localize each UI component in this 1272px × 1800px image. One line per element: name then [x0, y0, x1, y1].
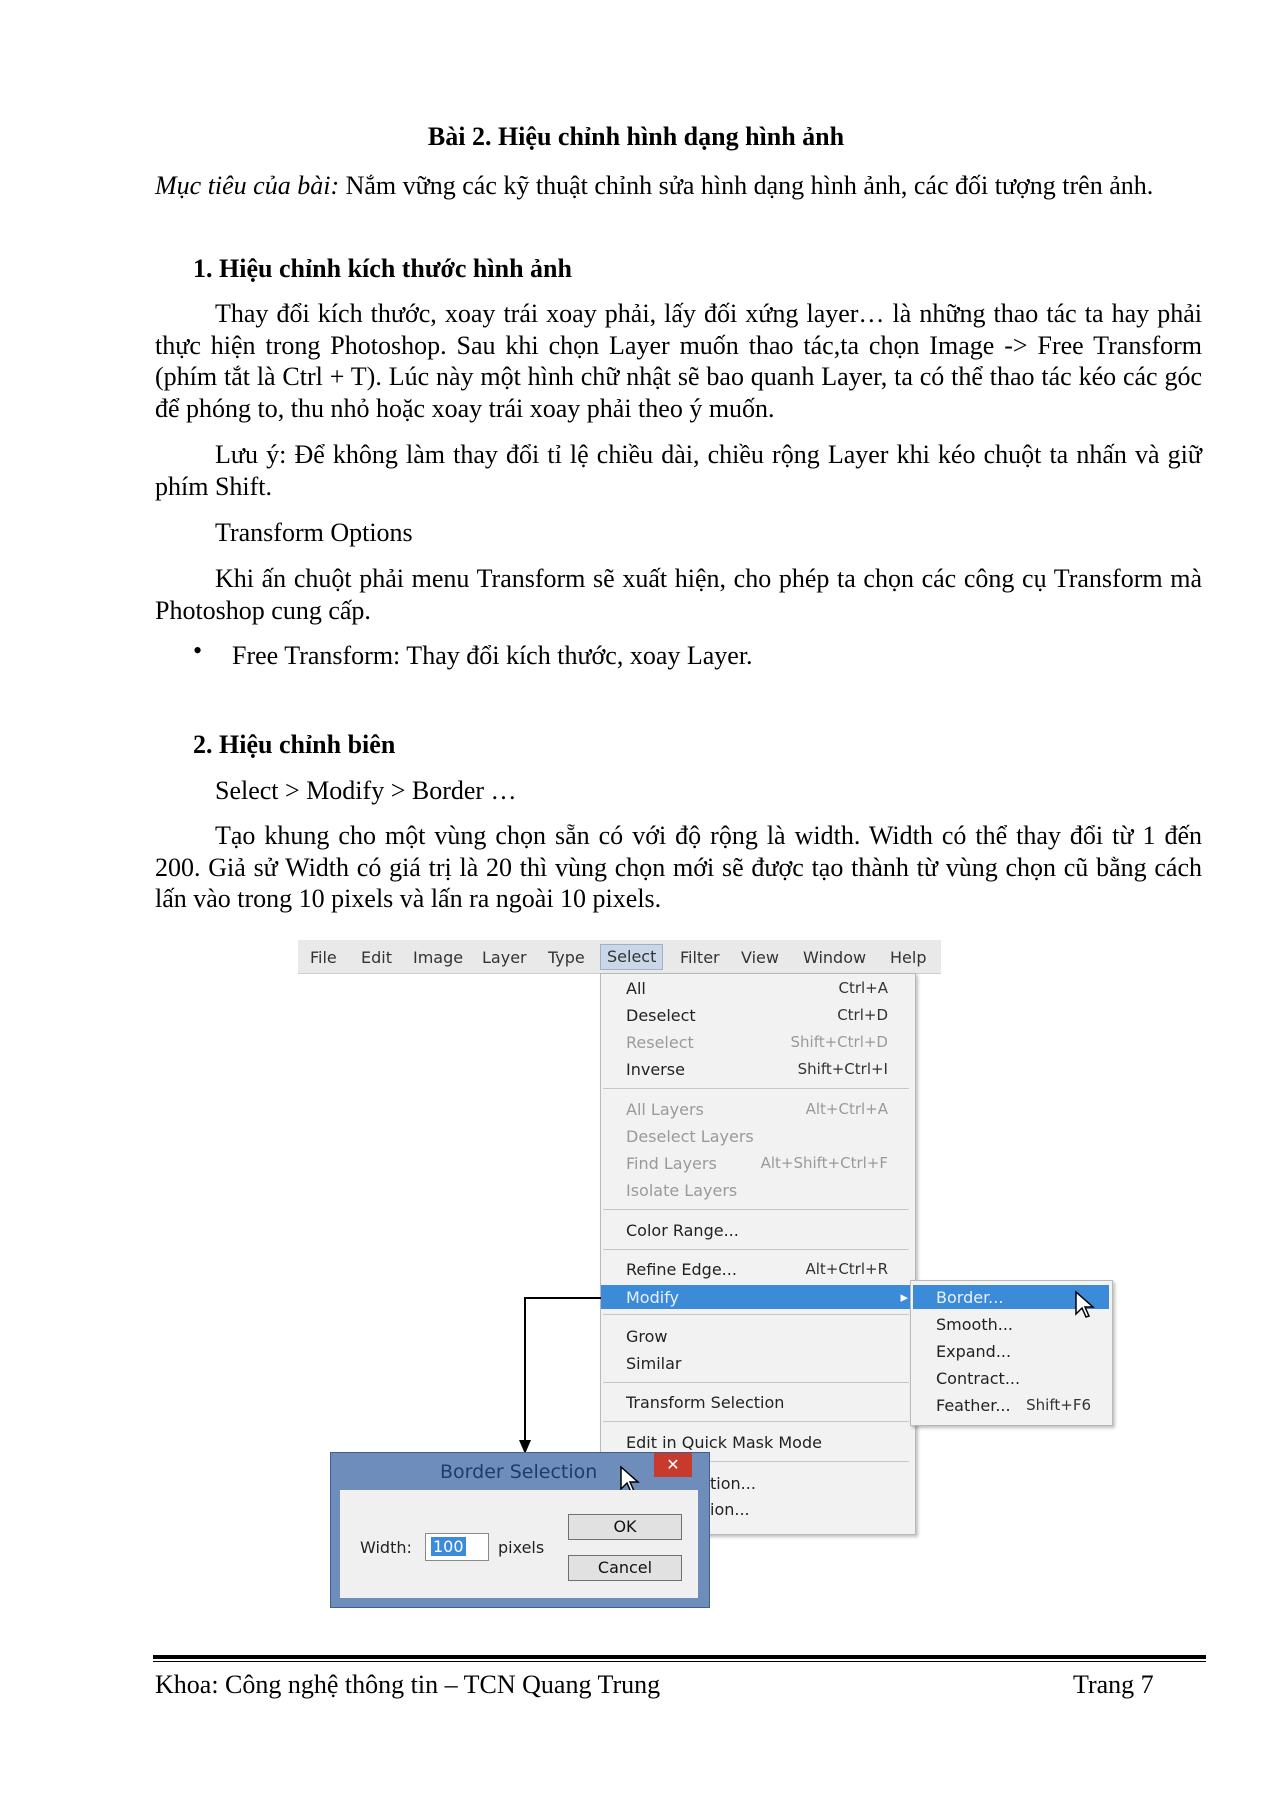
menu-select[interactable]: Select [600, 944, 663, 970]
footer-rule-thin [153, 1661, 1206, 1662]
lesson-title: Bài 2. Hiệu chỉnh hình dạng hình ảnh [427, 122, 845, 151]
menu-separator [603, 1249, 909, 1250]
menu-separator [603, 1209, 909, 1210]
section1-bullet: Free Transform: Thay đổi kích thước, xoay Layer. [232, 641, 753, 670]
submenu-item-contract[interactable]: Contract... [936, 1369, 1021, 1388]
menu-file[interactable]: File [310, 948, 337, 967]
submenu-arrow-icon: ▸ [900, 1288, 908, 1306]
menu-item-color-range[interactable]: Color Range... [626, 1221, 739, 1240]
submenu-item-smooth[interactable]: Smooth... [936, 1315, 1013, 1334]
ok-button[interactable]: OK [568, 1514, 682, 1540]
objective-paragraph [155, 170, 1202, 202]
objective-label: Mục tiêu của bài: [155, 171, 340, 200]
menu-item-modify[interactable]: Modify ▸ [626, 1288, 908, 1307]
menu-item-reselect[interactable]: Reselect Shift+Ctrl+D [626, 1033, 888, 1052]
dialog-title: Border Selection [440, 1461, 598, 1483]
objective-text: Nắm vững các kỹ thuật chỉnh sửa hình dạng hình ảnh, các đối tượng trên ảnh. [339, 171, 1154, 200]
menu-item-all-layers[interactable]: All Layers Alt+Ctrl+A [626, 1100, 888, 1119]
menu-item-partial-2[interactable]: ion... [710, 1500, 750, 1519]
submenu-item-border[interactable]: Border... [936, 1288, 1004, 1307]
menu-type[interactable]: Type [548, 948, 585, 967]
bullet-dot: • [193, 636, 203, 665]
menu-help[interactable]: Help [890, 948, 927, 967]
menu-separator [603, 1382, 909, 1383]
footer-page-number: Trang 7 [1073, 1670, 1154, 1699]
connector-arrow [515, 1290, 605, 1460]
menu-separator [603, 1088, 909, 1089]
unit-label: pixels [498, 1538, 545, 1557]
submenu-item-feather[interactable]: Feather... Shift+F6 [936, 1396, 1091, 1415]
menu-window[interactable]: Window [803, 948, 867, 967]
menu-item-find-layers[interactable]: Find Layers Alt+Shift+Ctrl+F [626, 1154, 888, 1173]
section1-paragraph-3: Transform Options [215, 518, 413, 547]
cancel-button[interactable]: Cancel [568, 1555, 682, 1581]
menu-item-deselect[interactable]: Deselect Ctrl+D [626, 1006, 888, 1025]
footer-left: Khoa: Công nghệ thông tin – TCN Quang Trung [155, 1670, 661, 1699]
menu-item-refine-edge[interactable]: Refine Edge... Alt+Ctrl+R [626, 1260, 888, 1279]
menu-item-deselect-layers[interactable]: Deselect Layers [626, 1127, 754, 1146]
menu-view[interactable]: View [741, 948, 779, 967]
menu-layer[interactable]: Layer [482, 948, 527, 967]
close-icon[interactable]: ✕ [654, 1453, 692, 1477]
section2-paragraph: Tạo khung cho một vùng chọn sẵn có với độ rộng là width. Width có thể thay đổi từ 1 đến 200. Giả sử Width có giá trị là 20 thì vùng chọn mới sẽ được tạo thành từ vùng chọn cũ bằng cách lấn vào trong 10 pixels và lấn ra ngoài 10 pixels. [155, 821, 1202, 913]
menu-separator [603, 1314, 909, 1315]
submenu-item-expand[interactable]: Expand... [936, 1342, 1012, 1361]
width-value: 100 [433, 1537, 464, 1556]
menu-separator [603, 1421, 909, 1422]
menu-filter[interactable]: Filter [680, 948, 720, 967]
section1-paragraph-2: Lưu ý: Để không làm thay đổi tỉ lệ chiều dài, chiều rộng Layer khi kéo chuột ta nhấn và giữ phím Shift. [155, 440, 1202, 501]
section2-path: Select > Modify > Border … [215, 776, 517, 805]
section1-paragraph-1: Thay đổi kích thước, xoay trái xoay phải, lấy đối xứng layer… là những thao tác ta hay phải thực hiện trong Photoshop. Sau khi chọn Layer muốn thao tác,ta chọn Image -> Free Transform (phím tắt là Ctrl + T). Lúc này một hình chữ nhật sẽ bao quanh Layer, ta có thể thao tác kéo các góc để phóng to, thu nhỏ hoặc xoay trái xoay phải theo ý muốn. [155, 299, 1202, 423]
width-label: Width: [360, 1538, 412, 1557]
menu-item-all[interactable]: All Ctrl+A [626, 979, 888, 998]
menu-item-grow[interactable]: Grow [626, 1327, 668, 1346]
menu-edit[interactable]: Edit [361, 948, 392, 967]
menu-item-inverse[interactable]: Inverse Shift+Ctrl+I [626, 1060, 888, 1079]
section1-heading: 1. Hiệu chỉnh kích thước hình ảnh [193, 254, 572, 283]
menu-item-transform-selection[interactable]: Transform Selection [626, 1393, 785, 1412]
footer-rule-thick [153, 1655, 1206, 1659]
mouse-cursor-icon [1074, 1290, 1096, 1320]
menu-image[interactable]: Image [413, 948, 464, 967]
section2-heading: 2. Hiệu chỉnh biên [193, 730, 396, 759]
menu-item-similar[interactable]: Similar [626, 1354, 682, 1373]
width-field[interactable] [425, 1533, 489, 1561]
menu-item-edit-quick-mask[interactable]: Edit in Quick Mask Mode [626, 1433, 822, 1452]
menubar [298, 940, 941, 974]
menu-item-isolate-layers[interactable]: Isolate Layers [626, 1181, 738, 1200]
section1-paragraph-4: Khi ấn chuột phải menu Transform sẽ xuất hiện, cho phép ta chọn các công cụ Transform mà Photoshop cung cấp. [155, 564, 1202, 625]
menu-item-partial-1[interactable]: tion... [710, 1474, 756, 1493]
